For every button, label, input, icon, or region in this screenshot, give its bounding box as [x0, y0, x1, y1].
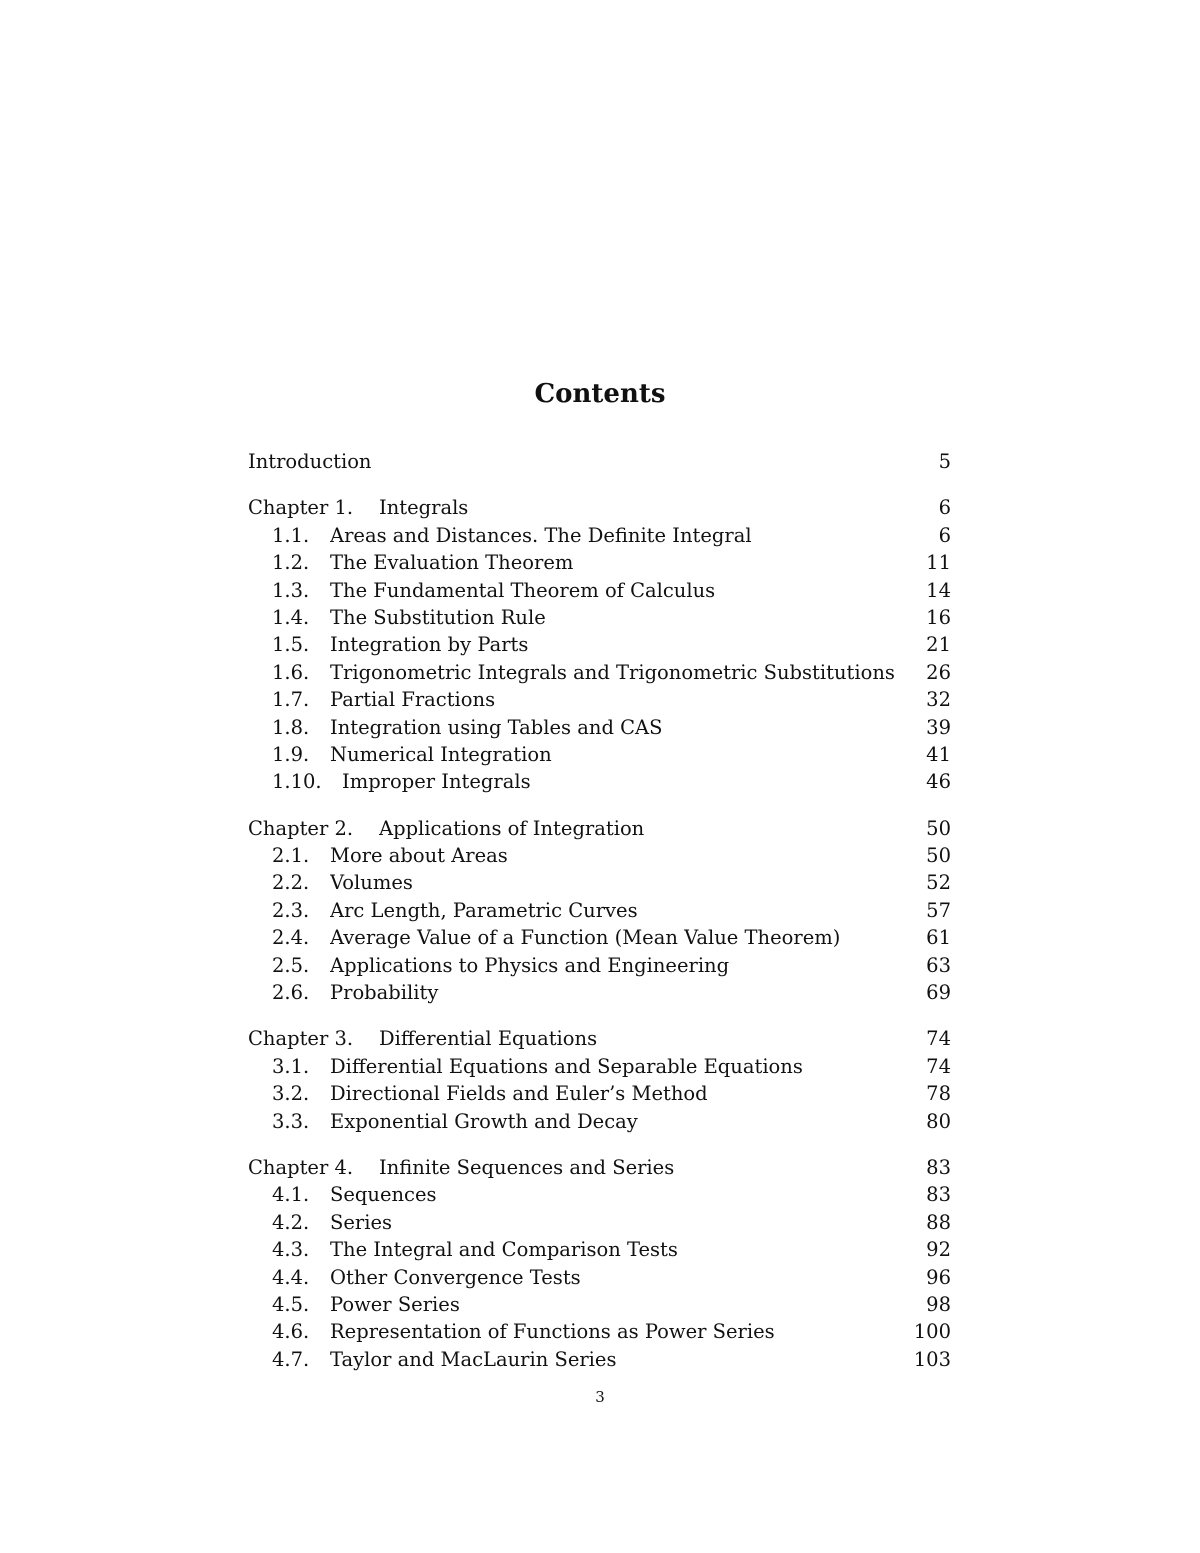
toc-section-title: Representation of Functions as Power Series [330, 1320, 775, 1344]
toc-section-title: Taylor and MacLaurin Series [330, 1347, 617, 1371]
toc-section-page: 52 [926, 871, 951, 895]
toc-section-title: Partial Fractions [330, 688, 496, 712]
toc-section-number: 1.10. [272, 770, 322, 794]
toc-chapter[interactable] [248, 1025, 951, 1052]
toc-section-number: 1.6. [272, 660, 310, 684]
toc-section[interactable] [248, 924, 951, 951]
toc-section-number: 2.1. [272, 844, 310, 868]
toc-section[interactable] [248, 1236, 951, 1263]
toc-section[interactable] [248, 549, 951, 576]
toc-section-page: 57 [926, 898, 951, 922]
toc-section-page: 74 [926, 1054, 951, 1078]
toc-section-page: 100 [913, 1320, 951, 1344]
toc-section-number: 4.3. [272, 1238, 310, 1262]
toc-section-title: Trigonometric Integrals and Trigonometric Substitutions [330, 660, 895, 684]
toc-section-page: 63 [926, 953, 951, 977]
toc-chapter-number: Chapter 3. [248, 1027, 354, 1051]
toc-section-number: 3.1. [272, 1054, 310, 1078]
toc-section-page: 98 [926, 1292, 951, 1316]
toc-section-title: Differential Equations and Separable Equations [330, 1054, 803, 1078]
toc-section-number: 4.6. [272, 1320, 310, 1344]
toc-section-title: Series [330, 1210, 393, 1234]
toc-section-title: Power Series [330, 1292, 460, 1316]
toc-section-number: 1.1. [272, 523, 310, 547]
toc-section-page: 39 [926, 715, 951, 739]
toc-section-title: Average Value of a Function (Mean Value Theorem) [330, 926, 841, 950]
toc-section-title: More about Areas [330, 844, 508, 868]
toc-section[interactable] [248, 741, 951, 768]
toc-section[interactable] [248, 604, 951, 631]
toc-section-title: The Evaluation Theorem [330, 551, 574, 575]
toc-section-number: 1.2. [272, 551, 310, 575]
toc-chapters [248, 494, 951, 1373]
toc-section-page: 69 [926, 981, 951, 1005]
toc-section[interactable] [248, 842, 951, 869]
toc-section[interactable] [248, 1346, 951, 1373]
toc-section-title: Other Convergence Tests [330, 1265, 581, 1289]
toc-chapter-title: Differential Equations [379, 1027, 598, 1051]
toc-section-page: 6 [938, 523, 951, 547]
toc-section-title: Numerical Integration [330, 742, 552, 766]
toc-chapter[interactable] [248, 815, 951, 842]
toc-section[interactable] [248, 897, 951, 924]
toc-section-page: 46 [926, 770, 951, 794]
toc-section-number: 4.2. [272, 1210, 310, 1234]
toc-section-number: 2.4. [272, 926, 310, 950]
toc-chapter-number: Chapter 4. [248, 1155, 354, 1179]
toc-section-page: 80 [926, 1109, 951, 1133]
toc-section[interactable] [248, 952, 951, 979]
toc-section-page: 41 [926, 742, 951, 766]
toc-section-number: 4.1. [272, 1183, 310, 1207]
toc-section-title: The Integral and Comparison Tests [330, 1238, 678, 1262]
toc-section-title: Improper Integrals [342, 770, 531, 794]
toc-section-number: 2.6. [272, 981, 310, 1005]
page-title: Contents [534, 379, 666, 409]
toc-section-page: 92 [926, 1238, 951, 1262]
toc-chapter-page: 6 [938, 496, 951, 520]
toc-chapter-title: Integrals [379, 496, 469, 520]
toc-section-title: Applications to Physics and Engineering [330, 953, 730, 977]
toc-section[interactable] [248, 768, 951, 795]
toc-chapter-number: Chapter 1. [248, 496, 354, 520]
toc-section-title: Integration using Tables and CAS [330, 715, 663, 739]
toc-section-page: 26 [926, 660, 951, 684]
toc-section-page: 83 [926, 1183, 951, 1207]
toc-section-number: 4.4. [272, 1265, 310, 1289]
toc-section-number: 4.7. [272, 1347, 310, 1371]
toc-section-title: Volumes [330, 871, 413, 895]
toc-chapter[interactable] [248, 494, 951, 521]
toc-section-title: Probability [330, 981, 439, 1005]
toc-section-number: 1.4. [272, 605, 310, 629]
toc-chapter-page: 83 [926, 1155, 951, 1179]
toc-chapter-number: Chapter 2. [248, 816, 354, 840]
toc-section-number: 1.5. [272, 633, 310, 657]
toc-section-number: 3.3. [272, 1109, 310, 1133]
toc-chapter[interactable] [248, 1154, 951, 1181]
toc-section[interactable] [248, 1318, 951, 1345]
toc-section[interactable] [248, 869, 951, 896]
toc-section-title: Arc Length, Parametric Curves [330, 898, 638, 922]
toc-section[interactable] [248, 979, 951, 1006]
toc-section[interactable] [248, 577, 951, 604]
toc-section-title: Areas and Distances. The Definite Integral [330, 523, 752, 547]
toc-section-number: 3.2. [272, 1082, 310, 1106]
toc-section[interactable] [248, 1108, 951, 1135]
toc-section-page: 96 [926, 1265, 951, 1289]
page-number: 3 [595, 1388, 605, 1406]
toc-section-title: Directional Fields and Euler’s Method [330, 1082, 708, 1106]
toc-chapter-title: Infinite Sequences and Series [379, 1155, 675, 1179]
toc-section[interactable] [248, 1080, 951, 1107]
toc-section-page: 88 [926, 1210, 951, 1234]
toc-section-title: The Substitution Rule [330, 605, 546, 629]
toc-introduction[interactable] [248, 448, 951, 475]
toc-section-page: 103 [913, 1347, 951, 1371]
toc-section-page: 11 [926, 551, 951, 575]
toc-section-number: 1.3. [272, 578, 310, 602]
toc-section-number: 1.7. [272, 688, 310, 712]
toc-section[interactable] [248, 1181, 951, 1208]
toc-section-number: 4.5. [272, 1292, 310, 1316]
toc-entry-title: Introduction [248, 450, 372, 473]
toc-section-page: 61 [926, 926, 951, 950]
toc-chapter-page: 50 [926, 816, 951, 840]
toc-section-page: 21 [926, 633, 951, 657]
toc-section-page: 32 [926, 688, 951, 712]
toc-section-title: Sequences [330, 1183, 437, 1207]
toc-section-page: 78 [926, 1082, 951, 1106]
toc-section-title: Integration by Parts [330, 633, 529, 657]
toc-section-number: 1.9. [272, 742, 310, 766]
toc-section[interactable] [248, 522, 951, 549]
toc-section[interactable] [248, 1209, 951, 1236]
toc-section-number: 1.8. [272, 715, 310, 739]
toc-section-number: 2.5. [272, 953, 310, 977]
toc-section-title: The Fundamental Theorem of Calculus [330, 578, 716, 602]
toc-section[interactable] [248, 714, 951, 741]
toc-section-page: 14 [926, 578, 951, 602]
toc-entry-page: 5 [938, 450, 951, 473]
toc-section[interactable] [248, 1053, 951, 1080]
toc-section[interactable] [248, 631, 951, 658]
table-of-contents [248, 448, 951, 1373]
toc-section[interactable] [248, 686, 951, 713]
toc-section-title: Exponential Growth and Decay [330, 1109, 638, 1133]
toc-section[interactable] [248, 1291, 951, 1318]
toc-chapter-title: Applications of Integration [379, 816, 645, 840]
toc-section[interactable] [248, 1264, 951, 1291]
toc-section-page: 16 [926, 605, 951, 629]
toc-section[interactable] [248, 659, 951, 686]
toc-section-page: 50 [926, 844, 951, 868]
toc-chapter-page: 74 [926, 1027, 951, 1051]
toc-section-number: 2.2. [272, 871, 310, 895]
toc-section-number: 2.3. [272, 898, 310, 922]
